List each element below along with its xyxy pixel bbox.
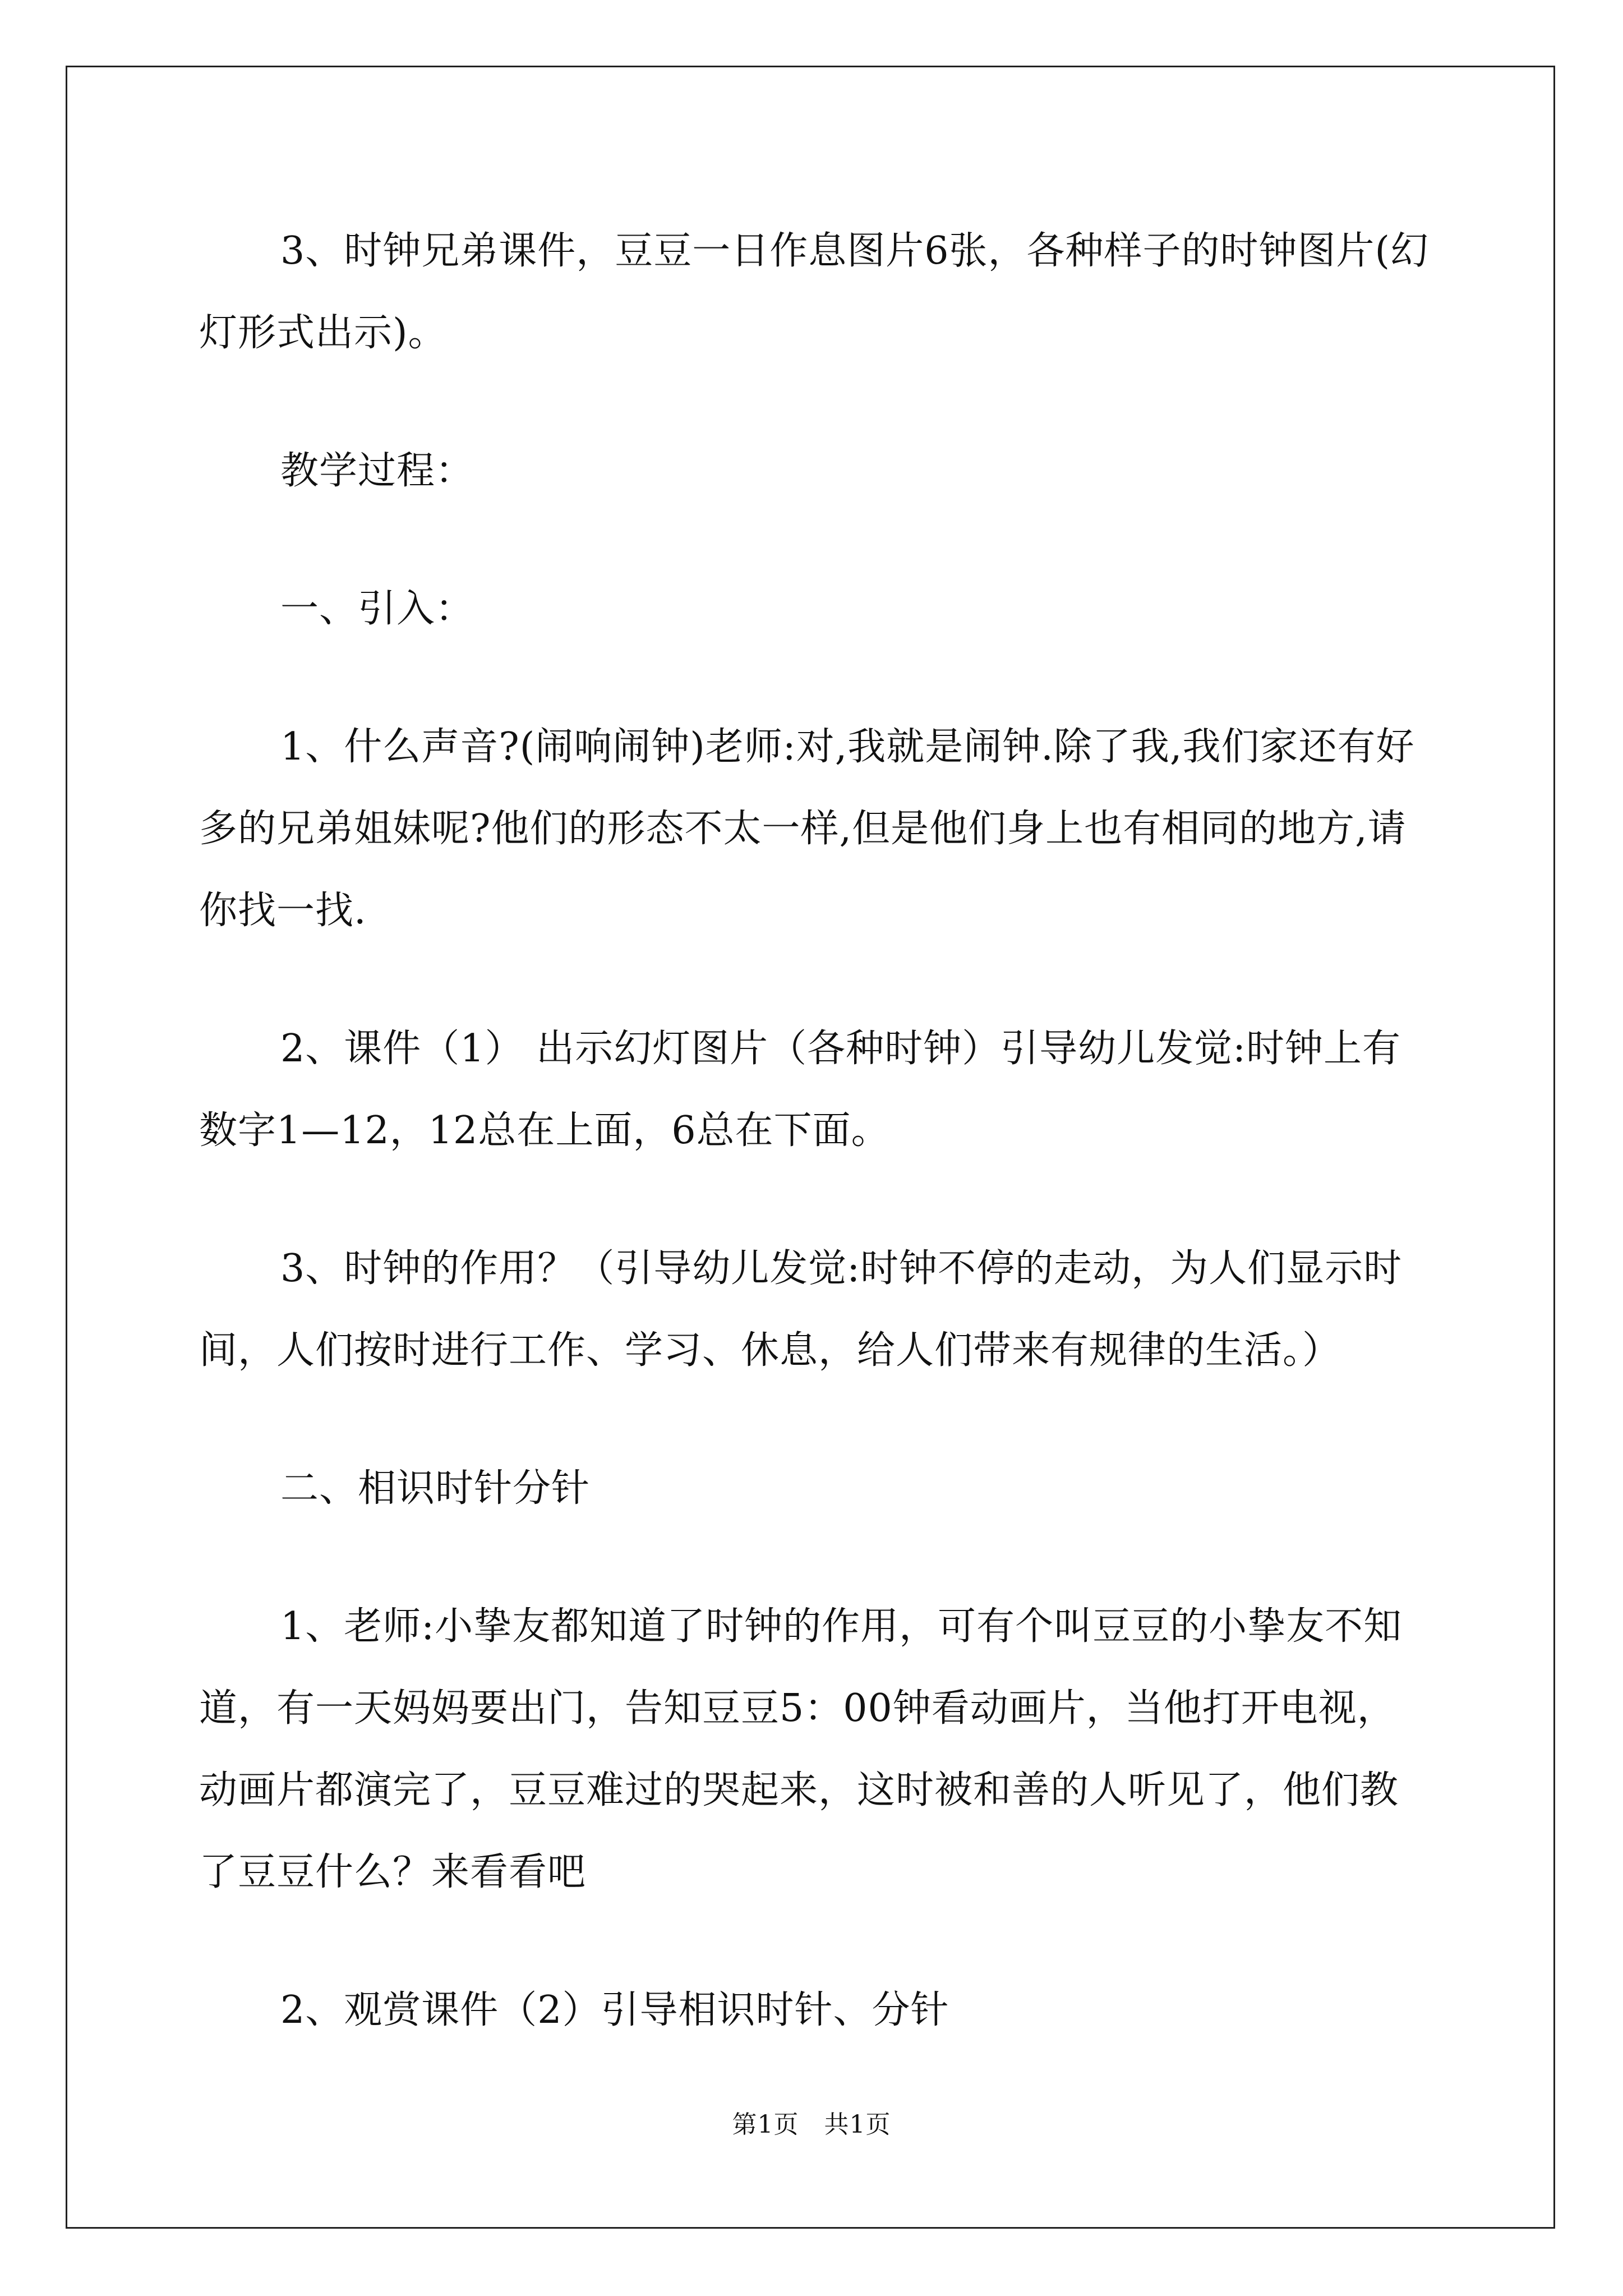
- paragraph-what-sound: 1、什么声音?(闹响闹钟)老师:对,我就是闹钟.除了我,我们家还有好多的兄弟姐妹呢?他们的形态不太一样,但是他们身上也有相同的地方,请你找一找.: [199, 725, 1415, 933]
- paragraph-courseware-1: 2、课件（1） 出示幻灯图片（各种时钟）引导幼儿发觉:时钟上有数字1—12，12总在上面，6总在下面。: [199, 1027, 1401, 1153]
- paragraph-teacher-story: 1、老师:小挚友都知道了时钟的作用，可有个叫豆豆的小挚友不知道，有一天妈妈要出门，告知豆豆5：00钟看动画片，当他打开电视，动画片都演完了，豆豆难过的哭起来，这时被和善的人听见了，他们教了豆豆什么？来看看吧: [199, 1604, 1403, 1894]
- paragraph-courseware-2: 2、观赏课件（2）引导相识时针、分针: [280, 1988, 949, 2032]
- paragraph-clock-function: 3、时钟的作用？（引导幼儿发觉:时钟不停的走动，为人们显示时间，人们按时进行工作、学习、休息，给人们带来有规律的生活。）: [199, 1246, 1403, 1373]
- paragraph-section-hour-minute-hands: 二、相识时针分针: [280, 1466, 591, 1511]
- paragraph-materials: 3、时钟兄弟课件，豆豆一日作息图片6张，各种样子的时钟图片(幻灯形式出示)。: [199, 229, 1430, 355]
- page-footer: 第1页 共1页: [732, 2110, 891, 2139]
- document-body: [199, 210, 1433, 2108]
- paragraph-section-introduction: 一、引入：: [280, 587, 474, 631]
- paragraph-teaching-process-heading: 教学过程：: [280, 449, 474, 493]
